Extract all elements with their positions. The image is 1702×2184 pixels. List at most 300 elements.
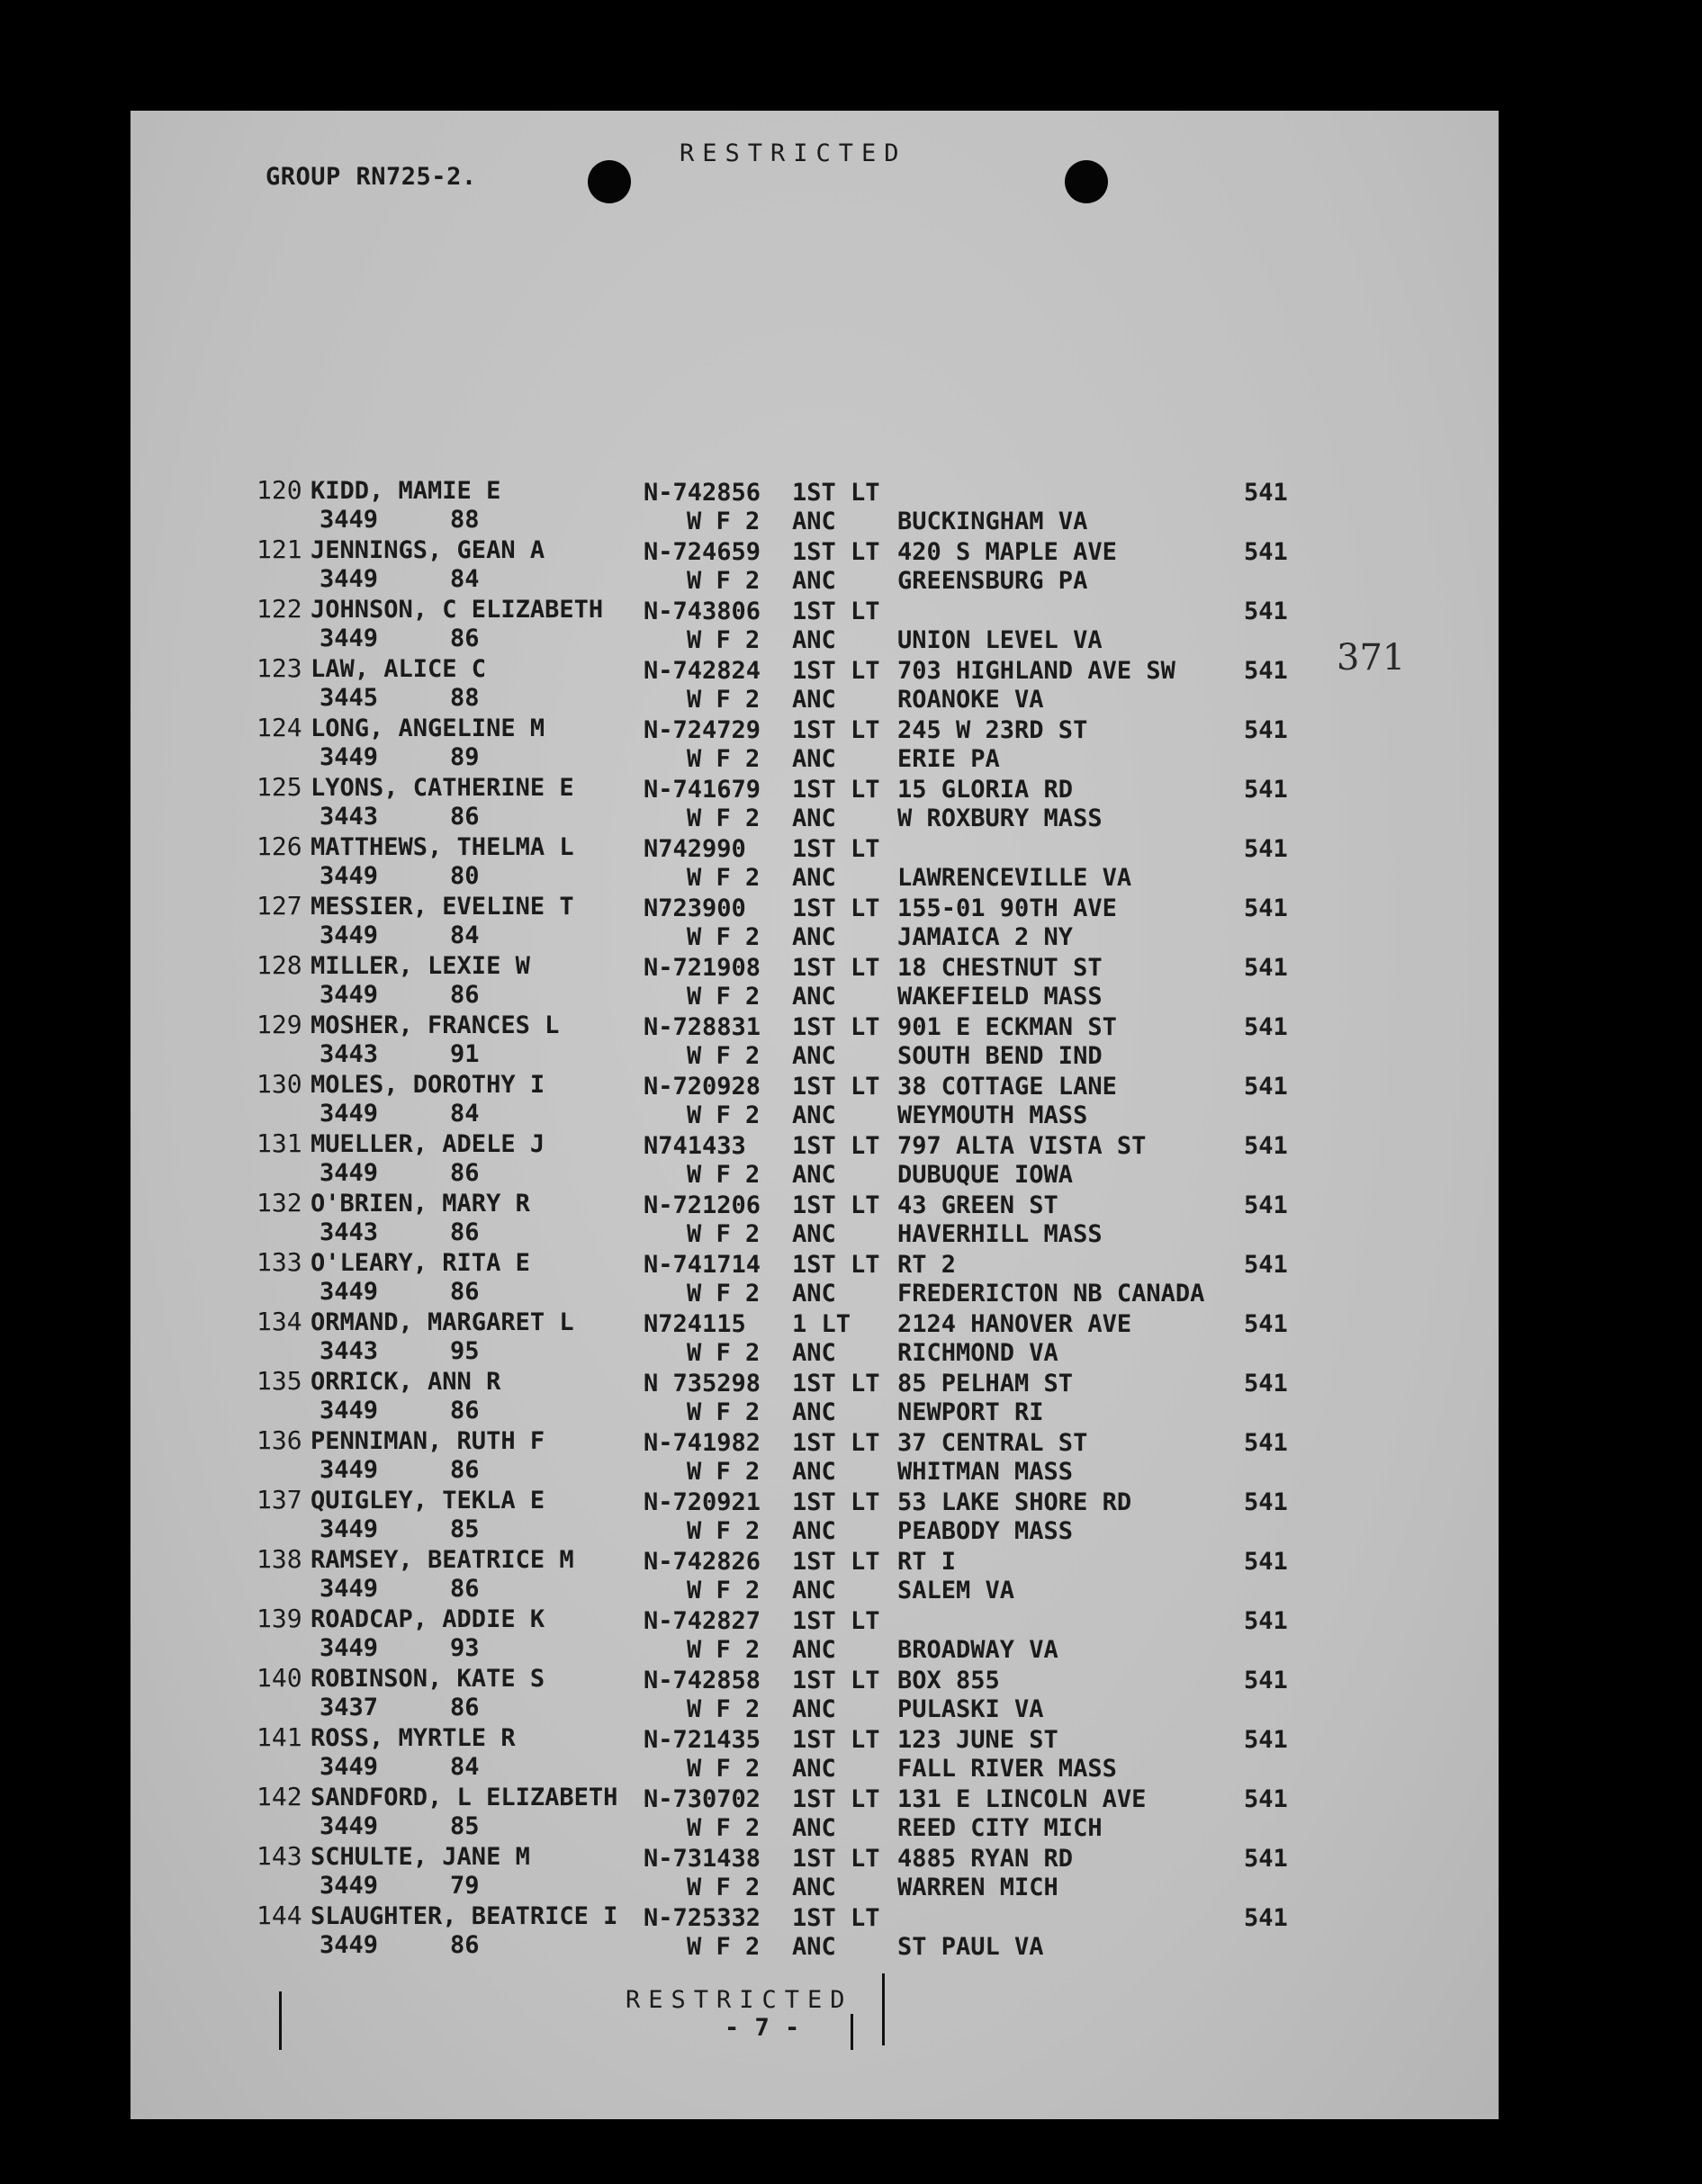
entry-code-primary: 3449: [320, 1753, 379, 1781]
entry-code-unit: 541: [1244, 1073, 1288, 1101]
table-row: [131, 1485, 1499, 1544]
entry-corps: ANC: [792, 1517, 836, 1545]
entry-address-city: ST PAUL VA: [897, 1933, 1044, 1961]
entry-race-sex-code: W F 2: [687, 1220, 761, 1248]
entry-corps: ANC: [792, 1161, 836, 1189]
entry-rank: 1ST LT: [792, 538, 880, 566]
table-row: [131, 831, 1499, 891]
entry-code-secondary: 84: [450, 921, 480, 949]
entry-code-unit: 541: [1244, 1667, 1288, 1694]
entry-corps: ANC: [792, 745, 836, 773]
entry-number: 138: [257, 1544, 302, 1574]
entry-code-unit: 541: [1244, 894, 1288, 922]
entry-address-street: 18 CHESTNUT ST: [897, 954, 1103, 982]
entry-number: 134: [257, 1307, 302, 1336]
table-row: [131, 475, 1499, 535]
entry-rank: 1 LT: [792, 1310, 851, 1338]
entry-name: LAW, ALICE C: [311, 655, 487, 683]
entry-number: 125: [257, 772, 302, 802]
entry-serial-number: N-742824: [644, 657, 761, 685]
table-row: [131, 950, 1499, 1010]
table-row: [131, 1247, 1499, 1307]
entry-corps: ANC: [792, 1814, 836, 1842]
entry-rank: 1ST LT: [792, 1488, 880, 1516]
margin-mark: [279, 1991, 282, 2050]
entry-code-unit: 541: [1244, 835, 1288, 863]
entry-name: SLAUGHTER, BEATRICE I: [311, 1902, 618, 1930]
entry-name: SANDFORD, L ELIZABETH: [311, 1784, 618, 1811]
entry-address-city: FREDERICTON NB CANADA: [897, 1280, 1205, 1308]
entry-corps: ANC: [792, 923, 836, 951]
entry-number: 122: [257, 594, 302, 624]
entry-code-primary: 3449: [320, 1812, 379, 1840]
entry-serial-number: N-741679: [644, 776, 761, 804]
table-row: [131, 1604, 1499, 1663]
entry-code-secondary: 84: [450, 565, 480, 593]
entry-corps: ANC: [792, 1755, 836, 1783]
entry-number: 127: [257, 891, 302, 921]
entry-rank: 1ST LT: [792, 1132, 880, 1160]
entry-address-street: 901 E ECKMAN ST: [897, 1013, 1117, 1041]
entry-corps: ANC: [792, 1874, 836, 1901]
entry-code-unit: 541: [1244, 1429, 1288, 1457]
entry-name: ROADCAP, ADDIE K: [311, 1605, 545, 1633]
entry-rank: 1ST LT: [792, 1548, 880, 1576]
entry-name: QUIGLEY, TEKLA E: [311, 1487, 545, 1514]
entry-code-primary: 3445: [320, 684, 379, 712]
entry-corps: ANC: [792, 1101, 836, 1129]
entry-code-primary: 3443: [320, 1218, 379, 1246]
entry-address-street: 155-01 90TH AVE: [897, 894, 1117, 922]
entry-code-secondary: 86: [450, 1278, 480, 1306]
entry-code-primary: 3449: [320, 1278, 379, 1306]
entry-code-secondary: 86: [450, 1575, 480, 1603]
entry-address-street: 797 ALTA VISTA ST: [897, 1132, 1147, 1160]
entry-serial-number: N-728831: [644, 1013, 761, 1041]
entry-race-sex-code: W F 2: [687, 1339, 761, 1367]
entry-code-unit: 541: [1244, 1132, 1288, 1160]
entry-serial-number: N-721435: [644, 1726, 761, 1754]
entry-address-city: WARREN MICH: [897, 1874, 1058, 1901]
entry-address-city: FALL RIVER MASS: [897, 1755, 1117, 1783]
entry-rank: 1ST LT: [792, 776, 880, 804]
table-row: [131, 594, 1499, 653]
entry-address-street: RT 2: [897, 1251, 957, 1279]
entry-number: 130: [257, 1069, 302, 1099]
page-number: - 7 -: [725, 2014, 800, 2042]
entry-race-sex-code: W F 2: [687, 1636, 761, 1664]
entry-name: ROSS, MYRTLE R: [311, 1724, 516, 1752]
table-row: [131, 1544, 1499, 1604]
entry-name: MESSIER, EVELINE T: [311, 893, 574, 921]
entry-rank: 1ST LT: [792, 1073, 880, 1101]
entry-corps: ANC: [792, 1398, 836, 1426]
entry-rank: 1ST LT: [792, 1845, 880, 1873]
entry-address-city: WAKEFIELD MASS: [897, 983, 1103, 1011]
table-row: [131, 535, 1499, 594]
entry-number: 123: [257, 653, 302, 683]
entry-code-primary: 3437: [320, 1694, 379, 1721]
entry-serial-number: N741433: [644, 1132, 746, 1160]
entry-code-primary: 3443: [320, 1337, 379, 1365]
entry-code-primary: 3443: [320, 1040, 379, 1068]
entry-race-sex-code: W F 2: [687, 745, 761, 773]
entry-address-city: ERIE PA: [897, 745, 1000, 773]
entry-code-primary: 3449: [320, 1634, 379, 1662]
entry-corps: ANC: [792, 804, 836, 832]
entry-name: SCHULTE, JANE M: [311, 1843, 530, 1871]
entry-corps: ANC: [792, 983, 836, 1011]
roster-list: [131, 111, 1499, 2119]
entry-name: JOHNSON, C ELIZABETH: [311, 596, 604, 624]
entry-rank: 1ST LT: [792, 894, 880, 922]
entry-rank: 1ST LT: [792, 1370, 880, 1398]
entry-race-sex-code: W F 2: [687, 567, 761, 595]
entry-number: 143: [257, 1841, 302, 1871]
entry-number: 121: [257, 535, 302, 564]
entry-code-secondary: 86: [450, 803, 480, 831]
entry-address-city: BUCKINGHAM VA: [897, 508, 1088, 535]
entry-name: JENNINGS, GEAN A: [311, 536, 545, 564]
entry-name: ORMAND, MARGARET L: [311, 1308, 574, 1336]
entry-rank: 1ST LT: [792, 835, 880, 863]
entry-race-sex-code: W F 2: [687, 1161, 761, 1189]
table-row: [131, 1901, 1499, 1960]
entry-code-primary: 3449: [320, 1515, 379, 1543]
entry-name: LYONS, CATHERINE E: [311, 774, 574, 802]
entry-code-secondary: 89: [450, 743, 480, 771]
entry-corps: ANC: [792, 1042, 836, 1070]
entry-corps: ANC: [792, 1695, 836, 1723]
entry-name: MUELLER, ADELE J: [311, 1130, 545, 1158]
table-row: [131, 1425, 1499, 1485]
entry-race-sex-code: W F 2: [687, 626, 761, 654]
entry-address-city: GREENSBURG PA: [897, 567, 1088, 595]
entry-code-unit: 541: [1244, 1370, 1288, 1398]
table-row: [131, 1841, 1499, 1901]
entry-rank: 1ST LT: [792, 954, 880, 982]
entry-code-secondary: 88: [450, 506, 480, 534]
entry-code-primary: 3449: [320, 1397, 379, 1425]
entry-code-secondary: 86: [450, 1218, 480, 1246]
entry-address-city: W ROXBURY MASS: [897, 804, 1103, 832]
entry-address-city: RICHMOND VA: [897, 1339, 1058, 1367]
entry-serial-number: N-721908: [644, 954, 761, 982]
entry-race-sex-code: W F 2: [687, 1517, 761, 1545]
table-row: [131, 1782, 1499, 1841]
table-row: [131, 1307, 1499, 1366]
entry-race-sex-code: W F 2: [687, 1577, 761, 1604]
footer-classification: RESTRICTED: [626, 1986, 853, 2014]
entry-code-secondary: 86: [450, 1456, 480, 1484]
table-row: [131, 1128, 1499, 1188]
entry-corps: ANC: [792, 686, 836, 714]
entry-race-sex-code: W F 2: [687, 508, 761, 535]
entry-number: 132: [257, 1188, 302, 1218]
entry-corps: ANC: [792, 1636, 836, 1664]
entry-corps: ANC: [792, 1458, 836, 1486]
entry-name: MILLER, LEXIE W: [311, 952, 530, 980]
entry-corps: ANC: [792, 567, 836, 595]
entry-code-secondary: 85: [450, 1812, 480, 1840]
entry-address-street: 2124 HANOVER AVE: [897, 1310, 1132, 1338]
table-row: [131, 1366, 1499, 1425]
entry-serial-number: N-743806: [644, 598, 761, 625]
entry-address-street: 245 W 23RD ST: [897, 716, 1088, 744]
entry-code-secondary: 86: [450, 1931, 480, 1959]
entry-address-street: 37 CENTRAL ST: [897, 1429, 1088, 1457]
entry-address-city: WEYMOUTH MASS: [897, 1101, 1088, 1129]
entry-code-unit: 541: [1244, 1845, 1288, 1873]
entry-rank: 1ST LT: [792, 598, 880, 625]
entry-rank: 1ST LT: [792, 1191, 880, 1219]
entry-code-primary: 3449: [320, 506, 379, 534]
entry-code-unit: 541: [1244, 1726, 1288, 1754]
entry-rank: 1ST LT: [792, 1726, 880, 1754]
group-label: GROUP RN725-2.: [266, 163, 477, 191]
entry-serial-number: N-721206: [644, 1191, 761, 1219]
entry-number: 142: [257, 1782, 302, 1811]
entry-corps: ANC: [792, 864, 836, 892]
entry-serial-number: N-742826: [644, 1548, 761, 1576]
entry-code-unit: 541: [1244, 1548, 1288, 1576]
entry-corps: ANC: [792, 1280, 836, 1308]
entry-race-sex-code: W F 2: [687, 1458, 761, 1486]
entry-serial-number: N-742858: [644, 1667, 761, 1694]
entry-corps: ANC: [792, 1220, 836, 1248]
entry-name: ROBINSON, KATE S: [311, 1665, 545, 1693]
entry-name: O'BRIEN, MARY R: [311, 1190, 530, 1218]
entry-serial-number: N-720928: [644, 1073, 761, 1101]
entry-address-city: JAMAICA 2 NY: [897, 923, 1074, 951]
table-row: [131, 1722, 1499, 1782]
entry-address-city: PEABODY MASS: [897, 1517, 1074, 1545]
entry-code-secondary: 86: [450, 625, 480, 652]
entry-rank: 1ST LT: [792, 1251, 880, 1279]
entry-number: 128: [257, 950, 302, 980]
entry-code-unit: 541: [1244, 1251, 1288, 1279]
entry-address-city: HAVERHILL MASS: [897, 1220, 1103, 1248]
entry-rank: 1ST LT: [792, 1904, 880, 1932]
entry-name: LONG, ANGELINE M: [311, 715, 545, 742]
entry-address-city: ROANOKE VA: [897, 686, 1044, 714]
document-page: [131, 111, 1499, 2119]
entry-number: 131: [257, 1128, 302, 1158]
entry-number: 133: [257, 1247, 302, 1277]
table-row: [131, 891, 1499, 950]
entry-serial-number: N-725332: [644, 1904, 761, 1932]
entry-code-secondary: 80: [450, 862, 480, 890]
entry-corps: ANC: [792, 1933, 836, 1961]
entry-code-primary: 3449: [320, 1931, 379, 1959]
entry-code-unit: 541: [1244, 716, 1288, 744]
entry-serial-number: N742990: [644, 835, 746, 863]
entry-address-city: DUBUQUE IOWA: [897, 1161, 1074, 1189]
entry-code-secondary: 79: [450, 1872, 480, 1900]
entry-serial-number: N-742856: [644, 479, 761, 507]
entry-rank: 1ST LT: [792, 1013, 880, 1041]
entry-race-sex-code: W F 2: [687, 686, 761, 714]
entry-race-sex-code: W F 2: [687, 1398, 761, 1426]
entry-rank: 1ST LT: [792, 1785, 880, 1813]
entry-code-unit: 541: [1244, 1488, 1288, 1516]
entry-serial-number: N-724729: [644, 716, 761, 744]
entry-code-secondary: 86: [450, 1159, 480, 1187]
entry-corps: ANC: [792, 1339, 836, 1367]
entry-address-city: SOUTH BEND IND: [897, 1042, 1103, 1070]
entry-code-secondary: 84: [450, 1100, 480, 1128]
entry-race-sex-code: W F 2: [687, 1042, 761, 1070]
entry-code-unit: 541: [1244, 1785, 1288, 1813]
entry-name: MATTHEWS, THELMA L: [311, 833, 574, 861]
entry-name: KIDD, MAMIE E: [311, 477, 501, 505]
entry-code-unit: 541: [1244, 1013, 1288, 1041]
entry-address-city: WHITMAN MASS: [897, 1458, 1074, 1486]
entry-address-street: 123 JUNE ST: [897, 1726, 1058, 1754]
entry-number: 135: [257, 1366, 302, 1396]
entry-corps: ANC: [792, 508, 836, 535]
entry-name: ORRICK, ANN R: [311, 1368, 501, 1396]
entry-code-unit: 541: [1244, 1904, 1288, 1932]
entry-address-street: 43 GREEN ST: [897, 1191, 1058, 1219]
table-row: [131, 653, 1499, 713]
entry-race-sex-code: W F 2: [687, 1814, 761, 1842]
entry-number: 136: [257, 1425, 302, 1455]
entry-race-sex-code: W F 2: [687, 1695, 761, 1723]
entry-code-primary: 3449: [320, 1100, 379, 1128]
entry-code-primary: 3443: [320, 803, 379, 831]
entry-code-secondary: 95: [450, 1337, 480, 1365]
entry-address-street: 85 PELHAM ST: [897, 1370, 1074, 1398]
entry-code-unit: 541: [1244, 479, 1288, 507]
margin-mark: [882, 1973, 885, 2045]
entry-address-city: SALEM VA: [897, 1577, 1015, 1604]
entry-rank: 1ST LT: [792, 1607, 880, 1635]
entry-code-unit: 541: [1244, 776, 1288, 804]
entry-code-secondary: 86: [450, 1694, 480, 1721]
entry-address-city: BROADWAY VA: [897, 1636, 1058, 1664]
entry-race-sex-code: W F 2: [687, 804, 761, 832]
entry-serial-number: N-742827: [644, 1607, 761, 1635]
entry-corps: ANC: [792, 626, 836, 654]
entry-address-street: 4885 RYAN RD: [897, 1845, 1074, 1873]
entry-code-unit: 541: [1244, 657, 1288, 685]
entry-code-unit: 541: [1244, 1191, 1288, 1219]
entry-serial-number: N-720921: [644, 1488, 761, 1516]
entry-serial-number: N-730702: [644, 1785, 761, 1813]
table-row: [131, 772, 1499, 831]
entry-code-secondary: 91: [450, 1040, 480, 1068]
entry-name: MOLES, DOROTHY I: [311, 1071, 545, 1099]
entry-code-secondary: 88: [450, 684, 480, 712]
entry-number: 144: [257, 1901, 302, 1930]
entry-address-street: 53 LAKE SHORE RD: [897, 1488, 1132, 1516]
entry-code-unit: 541: [1244, 1607, 1288, 1635]
entry-rank: 1ST LT: [792, 716, 880, 744]
entry-code-primary: 3449: [320, 981, 379, 1009]
entry-number: 126: [257, 831, 302, 861]
entry-code-primary: 3449: [320, 862, 379, 890]
entry-name: O'LEARY, RITA E: [311, 1249, 530, 1277]
entry-code-secondary: 93: [450, 1634, 480, 1662]
entry-race-sex-code: W F 2: [687, 1755, 761, 1783]
entry-name: PENNIMAN, RUTH F: [311, 1427, 545, 1455]
entry-code-secondary: 86: [450, 1397, 480, 1425]
header-classification: RESTRICTED: [680, 139, 907, 167]
entry-number: 120: [257, 475, 302, 505]
entry-serial-number: N-741982: [644, 1429, 761, 1457]
entry-address-city: PULASKI VA: [897, 1695, 1044, 1723]
entry-address-city: UNION LEVEL VA: [897, 626, 1103, 654]
entry-address-street: RT I: [897, 1548, 957, 1576]
entry-rank: 1ST LT: [792, 1667, 880, 1694]
entry-rank: 1ST LT: [792, 479, 880, 507]
table-row: [131, 1663, 1499, 1722]
entry-serial-number: N-731438: [644, 1845, 761, 1873]
entry-code-secondary: 84: [450, 1753, 480, 1781]
entry-address-city: LAWRENCEVILLE VA: [897, 864, 1132, 892]
entry-rank: 1ST LT: [792, 1429, 880, 1457]
entry-address-street: 420 S MAPLE AVE: [897, 538, 1117, 566]
entry-code-primary: 3449: [320, 921, 379, 949]
entry-address-street: 15 GLORIA RD: [897, 776, 1074, 804]
entry-code-unit: 541: [1244, 598, 1288, 625]
entry-address-city: NEWPORT RI: [897, 1398, 1044, 1426]
table-row: [131, 713, 1499, 772]
side-number: 371: [1337, 637, 1406, 679]
entry-code-primary: 3449: [320, 1575, 379, 1603]
entry-serial-number: N-724659: [644, 538, 761, 566]
entry-code-primary: 3449: [320, 625, 379, 652]
entry-code-unit: 541: [1244, 954, 1288, 982]
entry-name: MOSHER, FRANCES L: [311, 1011, 560, 1039]
entry-number: 137: [257, 1485, 302, 1514]
entry-race-sex-code: W F 2: [687, 983, 761, 1011]
entry-address-street: 38 COTTAGE LANE: [897, 1073, 1117, 1101]
entry-code-primary: 3449: [320, 565, 379, 593]
entry-race-sex-code: W F 2: [687, 1101, 761, 1129]
entry-number: 129: [257, 1010, 302, 1039]
entry-code-unit: 541: [1244, 538, 1288, 566]
entry-address-street: 131 E LINCOLN AVE: [897, 1785, 1147, 1813]
entry-serial-number: N 735298: [644, 1370, 761, 1398]
entry-code-primary: 3449: [320, 743, 379, 771]
entry-code-secondary: 86: [450, 981, 480, 1009]
entry-number: 140: [257, 1663, 302, 1693]
entry-code-primary: 3449: [320, 1872, 379, 1900]
entry-number: 139: [257, 1604, 302, 1633]
entry-address-city: REED CITY MICH: [897, 1814, 1103, 1842]
entry-code-primary: 3449: [320, 1456, 379, 1484]
entry-race-sex-code: W F 2: [687, 923, 761, 951]
table-row: [131, 1010, 1499, 1069]
entry-code-secondary: 85: [450, 1515, 480, 1543]
entry-race-sex-code: W F 2: [687, 1933, 761, 1961]
entry-address-street: BOX 855: [897, 1667, 1000, 1694]
entry-number: 124: [257, 713, 302, 742]
entry-code-unit: 541: [1244, 1310, 1288, 1338]
entry-race-sex-code: W F 2: [687, 1280, 761, 1308]
entry-code-primary: 3449: [320, 1159, 379, 1187]
table-row: [131, 1188, 1499, 1247]
table-row: [131, 1069, 1499, 1128]
margin-mark: [851, 2014, 853, 2050]
entry-number: 141: [257, 1722, 302, 1752]
entry-rank: 1ST LT: [792, 657, 880, 685]
entry-race-sex-code: W F 2: [687, 1874, 761, 1901]
entry-serial-number: N-741714: [644, 1251, 761, 1279]
entry-race-sex-code: W F 2: [687, 864, 761, 892]
